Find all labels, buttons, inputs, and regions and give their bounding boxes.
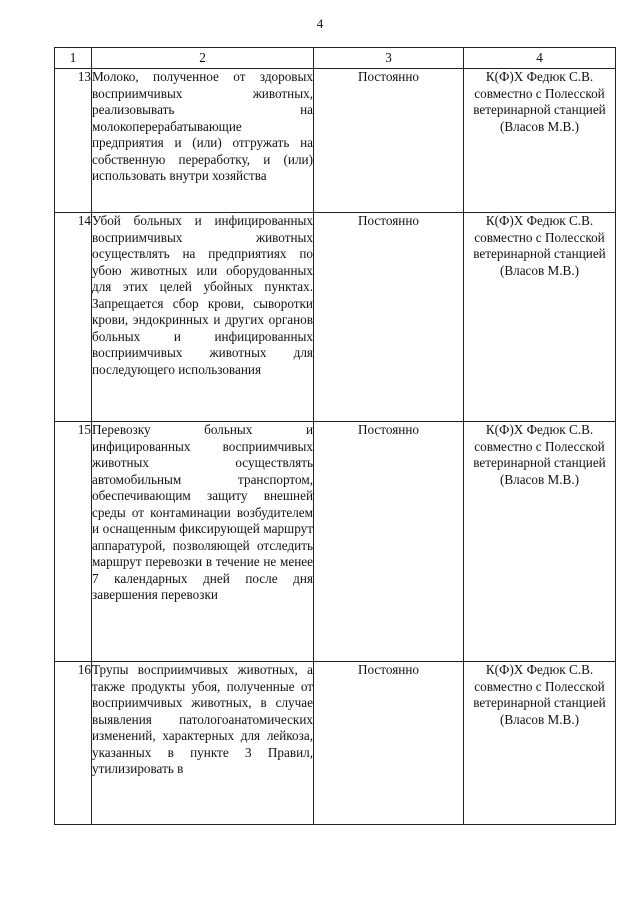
table-row: [55, 69, 616, 213]
responsible-line: совместно с Полесской: [474, 438, 605, 454]
column-header-2: 2: [92, 48, 314, 69]
responsible-party: [464, 662, 616, 825]
responsible-line: ветеринарной станцией: [473, 455, 606, 470]
responsible-line: ветеринарной станцией: [473, 695, 606, 710]
responsible-line: совместно с Полесской: [474, 678, 605, 694]
measure-description: Молоко, полученное от здоровых восприимчивых животных, реализовывать на молокоперерабатывающие предприятия и (или) отгружать на собственную переработку, и (или) использовать внутри хозяйства: [92, 69, 314, 213]
responsible-line: (Власов М.В.): [499, 262, 580, 278]
responsible-line: (Власов М.В.): [499, 118, 580, 134]
measures-table: [54, 47, 616, 825]
column-header-3: 3: [314, 48, 464, 69]
column-header-1: 1: [55, 48, 92, 69]
page-number: 4: [316, 16, 324, 31]
table-row: [55, 662, 616, 825]
responsible-line: К(Ф)Х Федюк С.В.: [485, 69, 594, 84]
responsible-line: (Власов М.В.): [499, 471, 580, 487]
table-header-row: [55, 48, 616, 69]
responsible-line: совместно с Полесской: [474, 85, 605, 101]
responsible-party: [464, 422, 616, 662]
responsible-line: К(Ф)Х Федюк С.В.: [485, 662, 594, 677]
measure-period: Постоянно: [314, 69, 464, 213]
measure-period: Постоянно: [314, 662, 464, 825]
responsible-party: [464, 69, 616, 213]
responsible-line: ветеринарной станцией: [473, 246, 606, 261]
row-number: 16: [55, 662, 92, 825]
responsible-line: К(Ф)Х Федюк С.В.: [485, 213, 594, 228]
measure-description: Перевозку больных и инфицированных восприимчивых животных осуществлять автомобильным транспортом, обеспечивающим защиту внешней среды от контаминации возбудителем и оснащенным фиксирующей маршрут аппаратурой, позволяющей отследить маршрут перевозки в течение не менее 7 календарных дней после дня завершения перевозки: [92, 422, 314, 662]
responsible-party: [464, 213, 616, 422]
measure-period: Постоянно: [314, 213, 464, 422]
responsible-line: совместно с Полесской: [474, 229, 605, 245]
responsible-line: (Власов М.В.): [499, 711, 580, 727]
table-row: [55, 422, 616, 662]
responsible-line: К(Ф)Х Федюк С.В.: [485, 422, 594, 437]
row-number: 13: [55, 69, 92, 213]
table-row: [55, 213, 616, 422]
measure-period: Постоянно: [314, 422, 464, 662]
column-header-4: 4: [464, 48, 616, 69]
measure-description: Убой больных и инфицированных восприимчивых животных осуществлять на предприятиях по убою животных или оборудованных для этих целей убойных пунктах. Запрещается сбор крови, сыворотки крови, эндокринных и других органов больных и инфицированных восприимчивых животных для последующего использования: [92, 213, 314, 422]
row-number: 15: [55, 422, 92, 662]
measure-description: Трупы восприимчивых животных, а также продукты убоя, полученные от восприимчивых животных, в случае выявления патологоанатомических изменений, характерных для лейкоза, указанных в пункте 3 Правил, утилизировать в: [92, 662, 314, 825]
row-number: 14: [55, 213, 92, 422]
responsible-line: ветеринарной станцией: [473, 102, 606, 117]
